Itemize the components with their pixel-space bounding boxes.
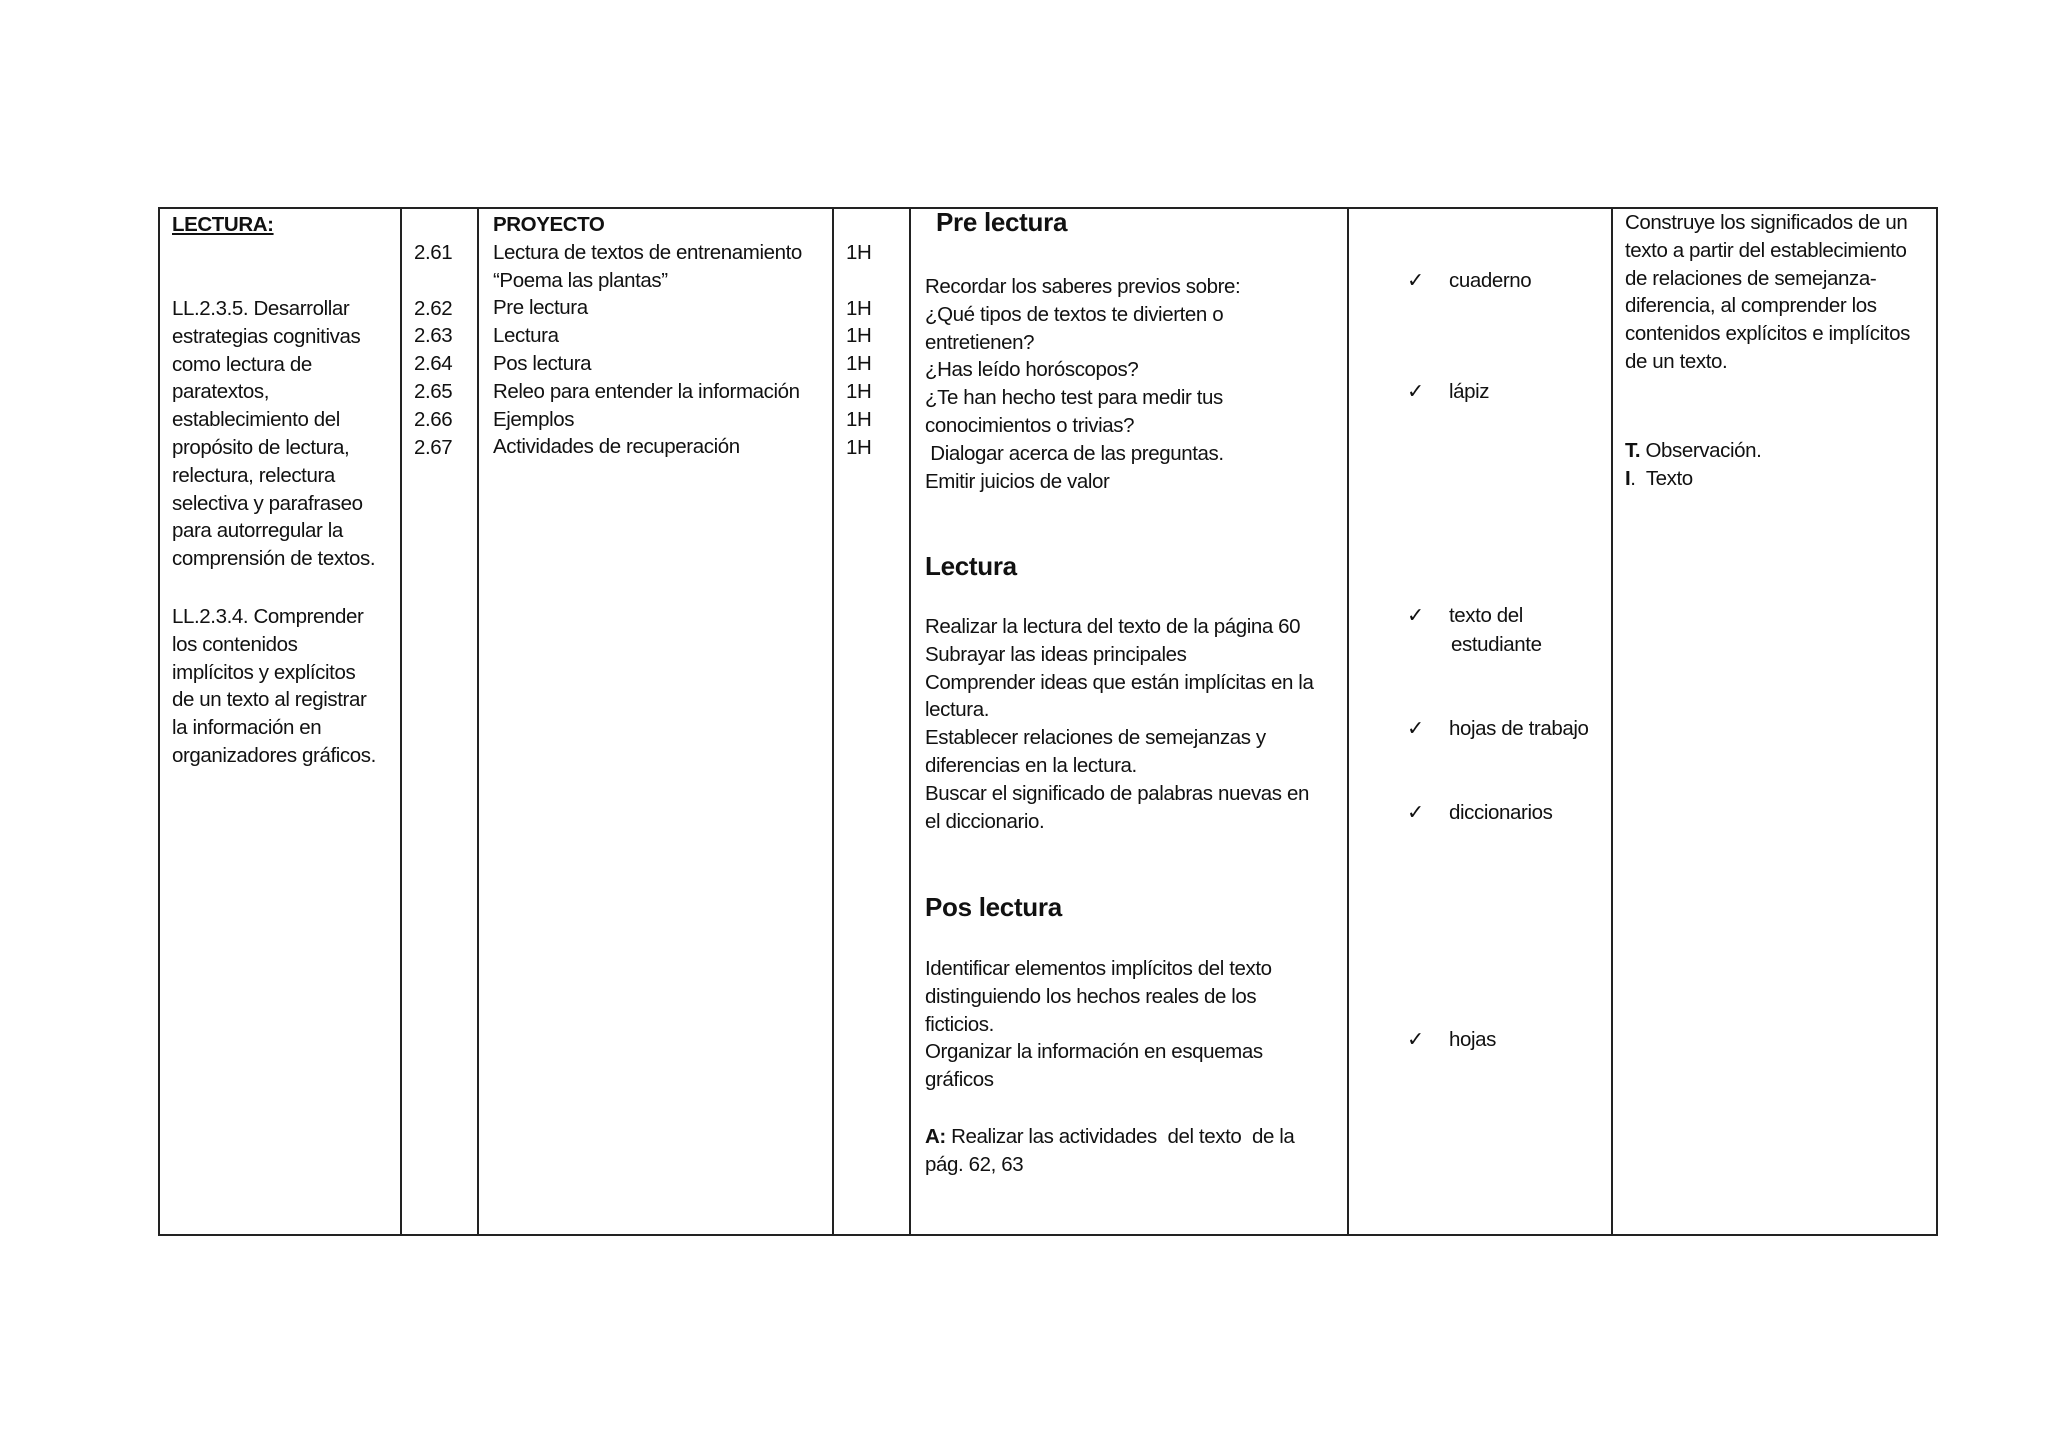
check-icon: ✓ [1407,604,1424,627]
column-activities [911,209,1349,1234]
resource-item: ✓ diccionarios [1407,799,1552,827]
check-icon: ✓ [1407,717,1424,740]
check-icon: ✓ [1407,380,1424,403]
resource-item: ✓ lápiz [1407,378,1489,406]
column-skills [160,209,402,1234]
pre-lectura-heading: Pre lectura [936,207,1068,237]
code-list: 2.61 2.62 2.63 2.64 2.65 2.66 2.67 [414,241,453,459]
project-list: PROYECTO Lectura de textos de entrenamiento “Poema las plantas” Pre lectura Lectura Pos lectura Releo para entender la información Ejemplos Actividades de recuperación [493,213,802,459]
hours-list: 1H 1H 1H 1H 1H 1H 1H [846,241,872,459]
column-hours [834,209,911,1234]
pre-lectura-list: Recordar los saberes previos sobre: ¿Qué tipos de textos te divierten o entretienen? ¿Has leído horóscopos? ¿Te han hecho test para medir tus conocimientos o trivias? Dialogar acerca de las preguntas. Emitir juicios de valor [925,275,1241,493]
resource-item: ✓ hojas de trabajo [1407,715,1588,743]
pos-lectura-heading: Pos lectura [925,892,1062,922]
activity-note: A: Realizar las actividades del texto de la pág. 62, 63 [925,1125,1295,1176]
evaluation-technique: T. Observación. I. Texto [1625,439,1762,490]
pos-lectura-list: Identificar elementos implícitos del texto distinguiendo los hechos reales de los ficticios. Organizar la información en esquemas gráficos [925,957,1272,1092]
column-evaluation [1613,209,1936,1234]
resource-item-continuation: estudiante [1451,633,1542,656]
check-icon: ✓ [1407,1028,1424,1051]
check-icon: ✓ [1407,801,1424,824]
resource-item: ✓ texto del [1407,602,1523,630]
check-icon: ✓ [1407,269,1424,292]
resource-item: ✓ hojas [1407,1026,1496,1054]
lectura-heading: LECTURA: [172,213,274,236]
lectura-section-heading: Lectura [925,551,1017,581]
resource-item: ✓ cuaderno [1407,267,1531,295]
skill-ll-2-3-4: LL.2.3.4. Comprender los contenidos implícitos y explícitos de un texto al registrar la información en organizadores gráficos. [172,605,376,767]
skill-ll-2-3-5: LL.2.3.5. Desarrollar estrategias cognitivas como lectura de paratextos, establecimiento del propósito de lectura, relectura, relectura selectiva y parafraseo para autorregular la comprensión de textos. [172,297,376,571]
project-heading: PROYECTO [493,213,605,236]
planning-table [158,207,1938,1236]
lectura-list: Realizar la lectura del texto de la página 60 Subrayar las ideas principales Comprender ideas que están implícitas en la lectura. Establecer relaciones de semejanzas y diferencias en la lectura. Buscar el significado de palabras nuevas en el diccionario. [925,615,1314,833]
activity-label: A: [925,1125,946,1148]
column-resources [1349,209,1613,1234]
column-project [479,209,834,1234]
column-codes [402,209,479,1234]
evaluation-criteria: Construye los significados de un texto a partir del establecimiento de relaciones de semejanza- diferencia, al comprender los contenidos explícitos e implícitos de un texto. [1625,211,1910,373]
